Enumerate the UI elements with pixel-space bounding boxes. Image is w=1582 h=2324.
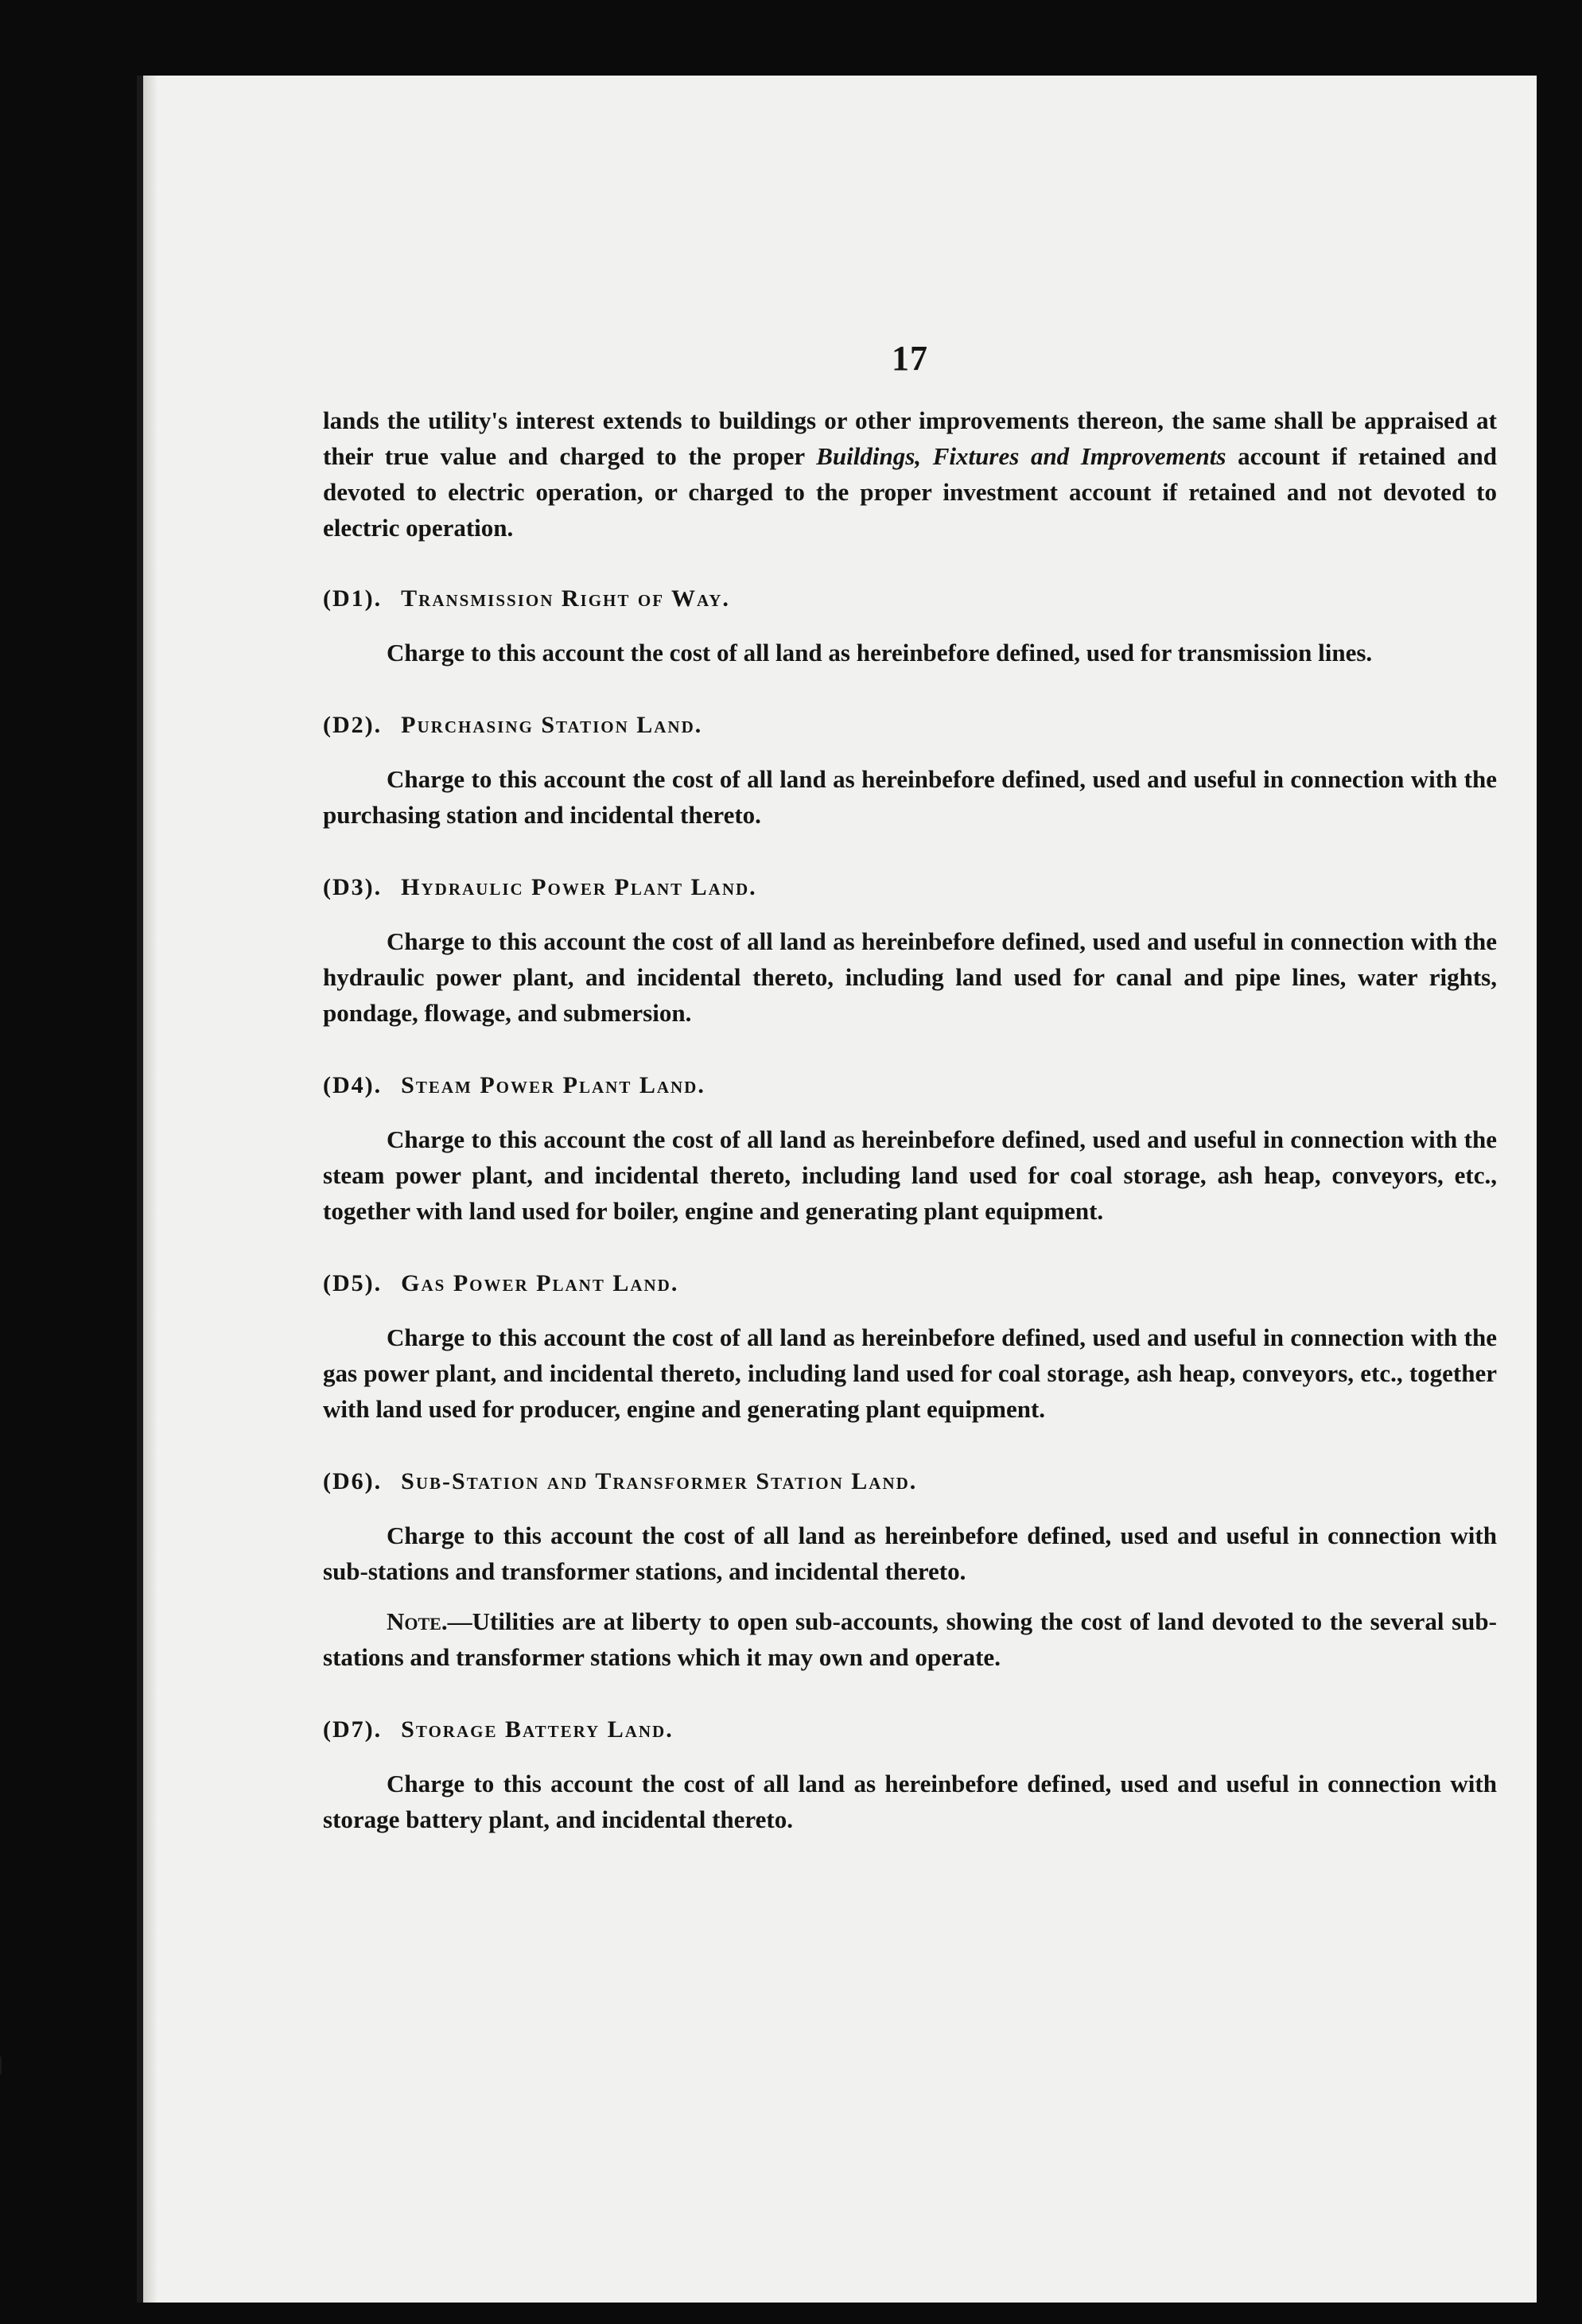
- section-d6: [323, 1468, 1497, 1675]
- section-heading: [323, 1072, 1497, 1099]
- page-content: [323, 338, 1497, 1879]
- section-text: Charge to this account the cost of all land as hereinbefore defined, used and useful in connection with storage battery plant, and incidental thereto.: [323, 1770, 1497, 1833]
- section-title: Storage Battery Land.: [401, 1716, 674, 1743]
- page-number: 17: [892, 339, 928, 378]
- section-d4: [323, 1072, 1497, 1229]
- section-d5: [323, 1270, 1497, 1427]
- section-code: (D2).: [323, 712, 383, 738]
- intro-text-end: account if retained and devoted to electric operation, or charged to the proper investment account if retained and not devoted to electric operation.: [323, 442, 1497, 542]
- section-text: Charge to this account the cost of all land as hereinbefore defined, used and useful in connection with sub-stations and transformer stations, and incidental thereto.: [323, 1521, 1497, 1585]
- section-text: Charge to this account the cost of all land as hereinbefore defined, used for transmission lines.: [387, 639, 1373, 666]
- arrow-left-icon: [0, 2056, 2, 2075]
- note-paragraph: [323, 1603, 1497, 1675]
- section-text: Charge to this account the cost of all land as hereinbefore defined, used and useful in connection with the gas power plant, and incidental thereto, including land used for coal storage, ash heap, conveyors, etc., together with land used for producer, engine and generating plant equipment.: [323, 1323, 1497, 1423]
- intro-text-start: lands the utility's interest extends to buildings or other improvements thereon, the same shall be appraised at their true value and charged to the proper: [323, 406, 1497, 470]
- section-code: (D5).: [323, 1270, 383, 1296]
- note-text: —Utilities are at liberty to open sub-accounts, showing the cost of land devoted to the several sub-stations and transformer stations which it may own and operate.: [323, 1607, 1497, 1671]
- section-title: Transmission Right of Way.: [401, 585, 730, 612]
- section-heading: [323, 1270, 1497, 1297]
- section-heading: [323, 712, 1497, 739]
- intro-paragraph: [323, 402, 1497, 546]
- section-title: Steam Power Plant Land.: [401, 1072, 705, 1098]
- section-title: Sub-Station and Transformer Station Land.: [401, 1468, 918, 1494]
- section-code: (D1).: [323, 585, 383, 612]
- section-d2: [323, 712, 1497, 833]
- page-binding-edge: [137, 76, 143, 2303]
- binding-shadow: [143, 76, 157, 2303]
- section-code: (D4).: [323, 1072, 383, 1098]
- section-title: Hydraulic Power Plant Land.: [401, 874, 757, 900]
- section-heading: [323, 1468, 1497, 1495]
- section-heading: [323, 874, 1497, 901]
- section-code: (D3).: [323, 874, 383, 900]
- document-page: [137, 76, 1537, 2303]
- section-d7: [323, 1716, 1497, 1837]
- section-text: Charge to this account the cost of all land as hereinbefore defined, used and useful in connection with the steam power plant, and incidental thereto, including land used for coal storage, ash heap, conveyors, etc., together with land used for boiler, engine and generating plant equipment.: [323, 1125, 1497, 1225]
- section-heading: [323, 1716, 1497, 1743]
- section-heading: [323, 585, 1497, 612]
- section-code: (D7).: [323, 1716, 383, 1743]
- section-d3: [323, 874, 1497, 1031]
- section-title: Purchasing Station Land.: [401, 712, 703, 738]
- section-text: Charge to this account the cost of all land as hereinbefore defined, used and useful in connection with the hydraulic power plant, and incidental thereto, including land used for canal and pipe lines, water rights, pondage, flowage, and submersion.: [323, 927, 1497, 1027]
- section-code: (D6).: [323, 1468, 383, 1494]
- section-title: Gas Power Plant Land.: [401, 1270, 679, 1296]
- note-label: Note.: [387, 1607, 448, 1635]
- section-text: Charge to this account the cost of all land as hereinbefore defined, used and useful in connection with the purchasing station and incidental thereto.: [323, 765, 1497, 829]
- intro-account-name: Buildings, Fixtures and Improvements: [816, 442, 1226, 470]
- section-d1: [323, 585, 1497, 670]
